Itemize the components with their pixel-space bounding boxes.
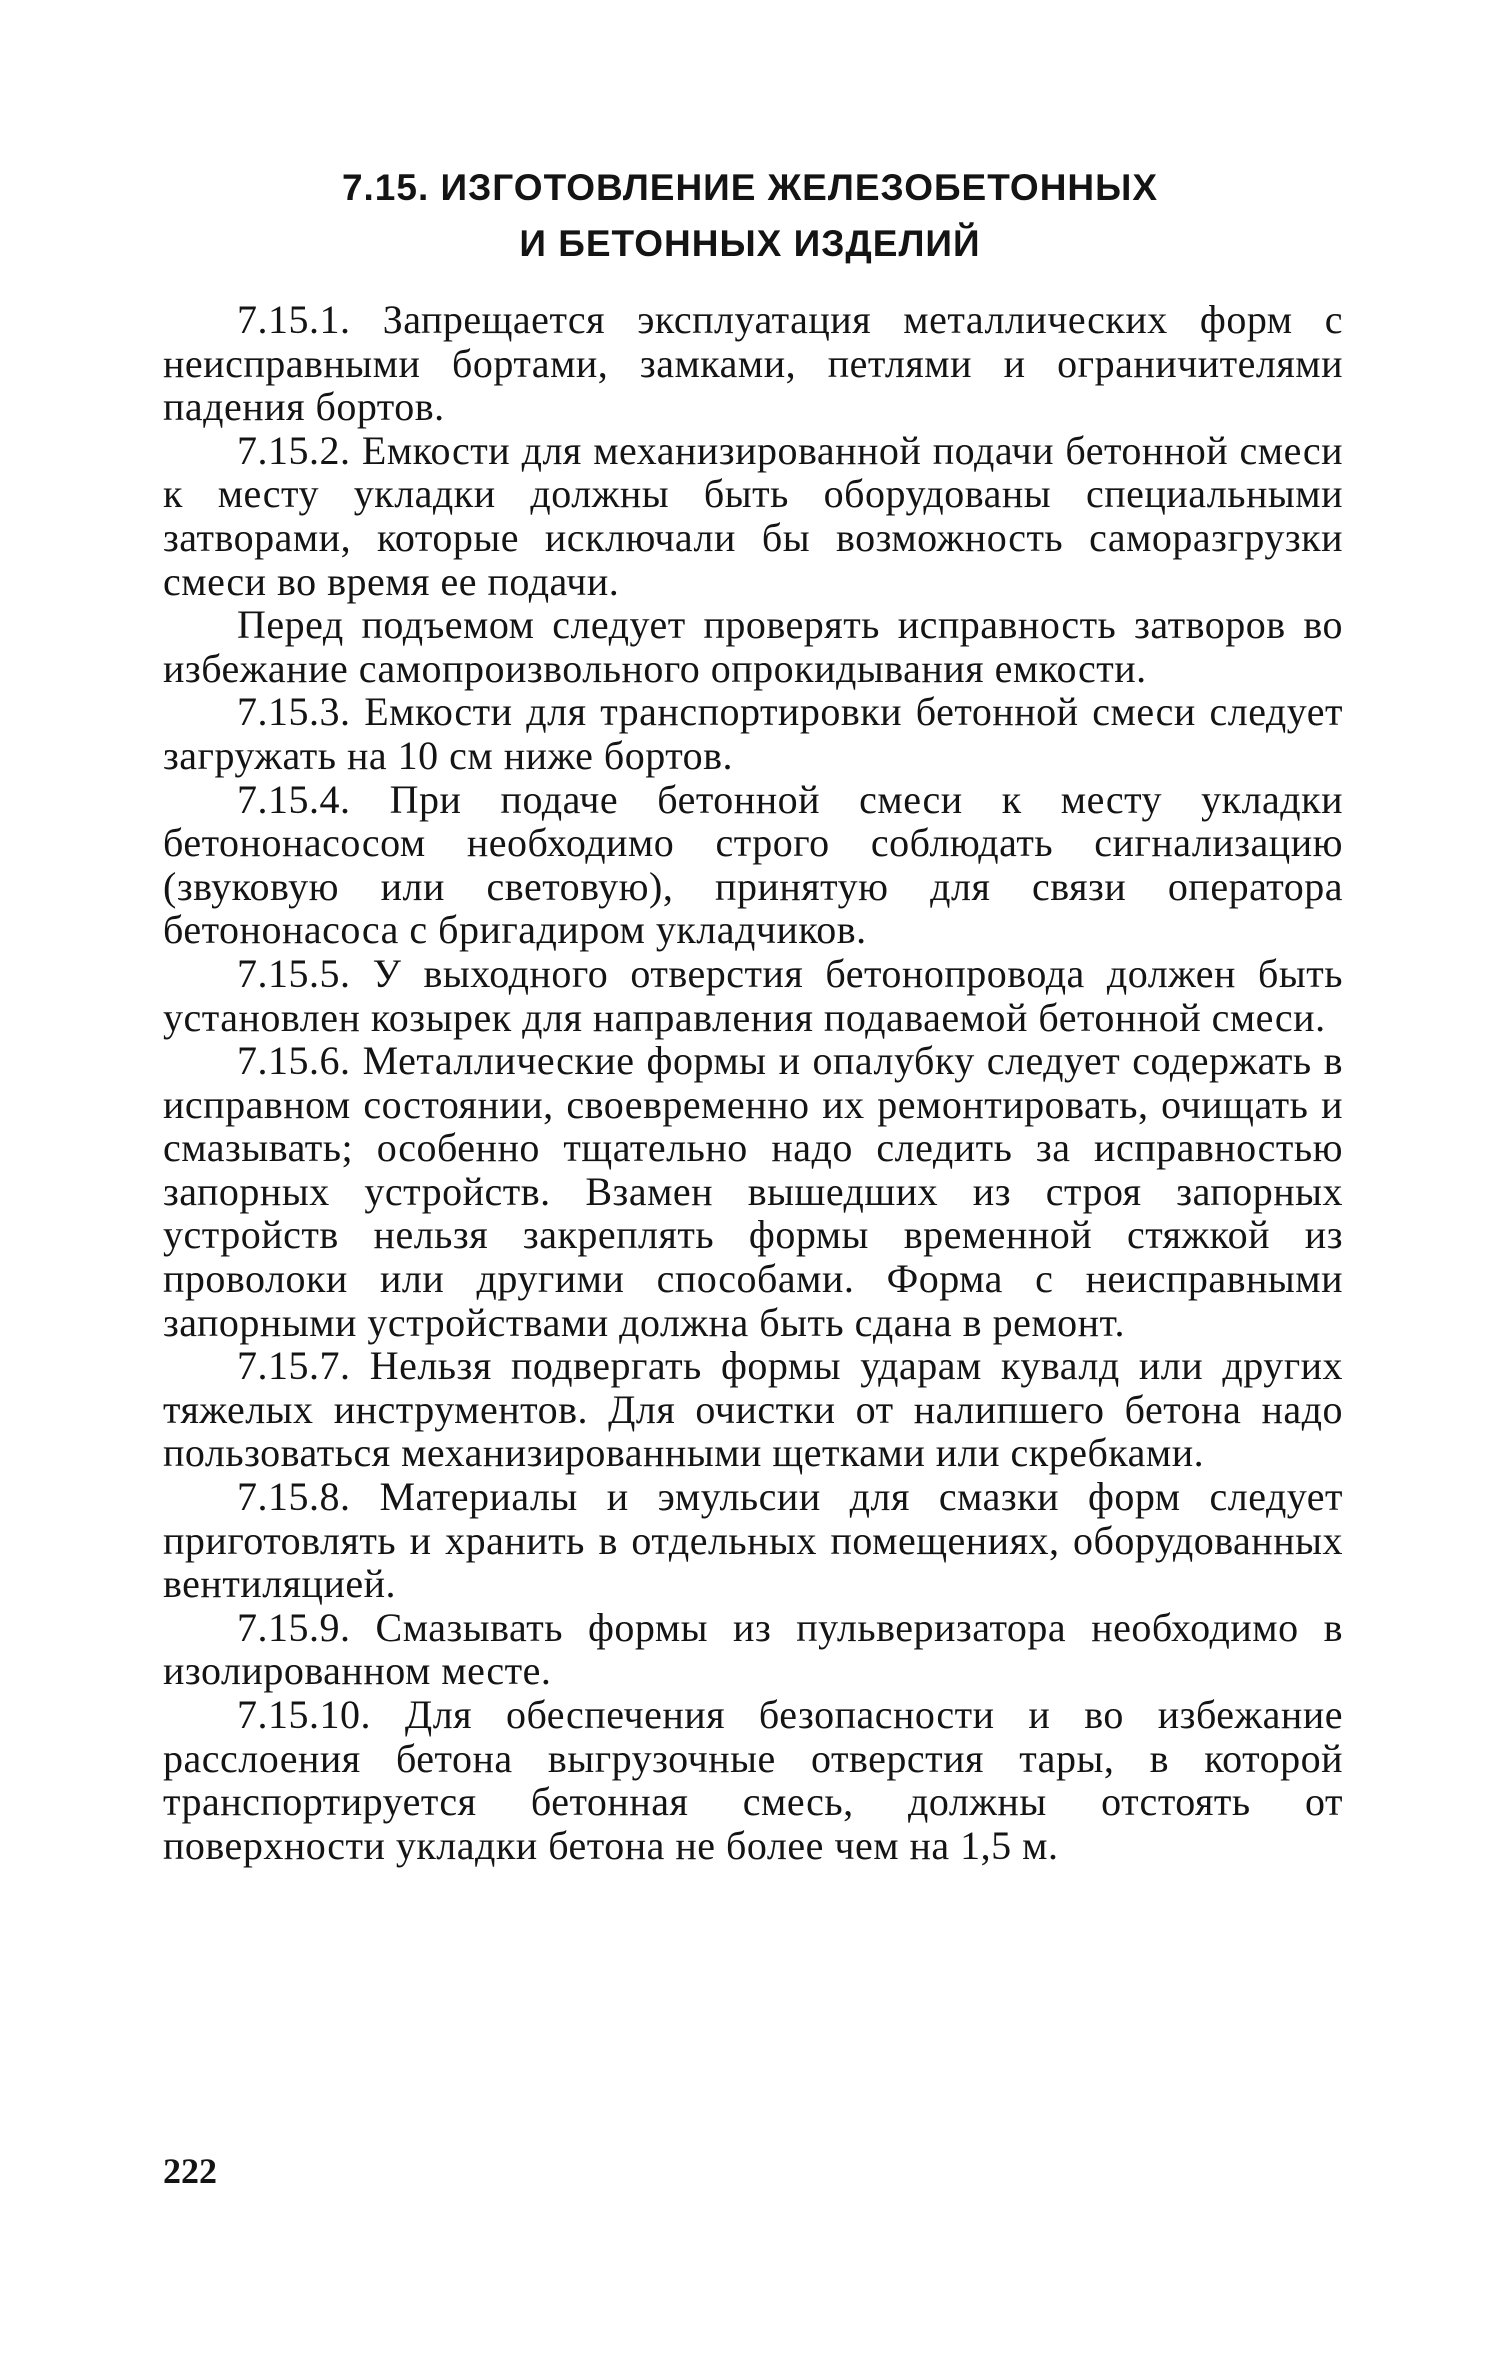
paragraph-7-15-10 (163, 1693, 1343, 1867)
clause-text: Емкости для механизированной подачи бетонной смеси к месту укладки должны быть оборудованы специальными затворами, которые исключали бы возможность саморазгрузки смеси во время ее подачи. (163, 427, 1344, 604)
clause-text: Запрещается эксплуатация металлических форм с неисправными бортами, замками, петлями и ограничителями падения бортов. (163, 297, 1344, 430)
paragraph-7-15-2 (163, 429, 1343, 603)
clause-text: Металлические формы и опалубку следует содержать в исправном состоянии, своевременно их ремонтировать, очищать и смазывать; особенно тщательно надо следить за исправностью запорных устройств. Взамен вышедших из строя запорных устройств нельзя закреплять формы временной стяжкой из проволоки или другими способами. Форма с неисправными запорными устройствами должна быть сдана в ремонт. (163, 1038, 1344, 1345)
clause-text: У выходного отверстия бетонопровода должен быть установлен козырек для направления подаваемой бетонной смеси. (163, 950, 1344, 1040)
body-text (163, 298, 1343, 1867)
paragraph-7-15-1 (163, 298, 1343, 429)
clause-text: Нельзя подвергать формы ударам кувалд или других тяжелых инструментов. Для очистки от налипшего бетона надо пользоваться механизированными щетками или скребками. (163, 1343, 1344, 1476)
paragraph-7-15-8 (163, 1475, 1343, 1606)
clause-number: 7.15.7. (237, 1343, 351, 1389)
clause-text: При подаче бетонной смеси к месту укладки бетононасосом необходимо строго соблюдать сигнализацию (звуковую или световую), принятую для связи оператора бетононасоса с бригадиром укладчиков. (163, 776, 1343, 953)
paragraph-7-15-7 (163, 1344, 1343, 1475)
clause-number: 7.15.4. (237, 776, 351, 822)
clause-number: 7.15.6. (237, 1038, 351, 1084)
clause-number: 7.15.5. (237, 950, 351, 996)
page-number: 222 (163, 2151, 217, 2191)
clause-text: Перед подъемом следует проверять исправность затворов во избежание самопроизвольного опрокидывания емкости. (163, 602, 1343, 691)
clause-number: 7.15.2. (237, 427, 351, 473)
clause-number: 7.15.9. (237, 1604, 351, 1650)
clause-number: 7.15.10. (237, 1692, 371, 1737)
clause-text: Смазывать формы из пульверизатора необходимо в изолированном месте. (163, 1604, 1343, 1694)
section-heading (150, 160, 1350, 272)
paragraph-7-15-3 (163, 690, 1343, 777)
clause-number: 7.15.1. (237, 297, 351, 342)
paragraph-7-15-4 (163, 778, 1343, 952)
paragraph-7-15-2-continued (163, 603, 1343, 690)
clause-number: 7.15.3. (237, 689, 351, 735)
clause-number: 7.15.8. (237, 1474, 351, 1520)
paragraph-7-15-5 (163, 952, 1343, 1039)
paragraph-7-15-6 (163, 1039, 1343, 1344)
clause-text: Материалы и эмульсии для смазки форм следует приготовлять и хранить в отдельных помещениях, оборудованных вентиляцией. (163, 1474, 1343, 1607)
paragraph-7-15-9 (163, 1606, 1343, 1693)
section-title-line-2: И БЕТОННЫХ ИЗДЕЛИЙ (519, 223, 981, 264)
clause-text: Для обеспечения безопасности и во избежание расслоения бетона выгрузочные отверстия тары, в которой транспортируется бетонная смесь, должны отстоять от поверхности укладки бетона не более чем на 1,5 м. (163, 1692, 1343, 1868)
clause-text: Емкости для транспортировки бетонной смеси следует загружать на 10 см ниже бортов. (163, 689, 1343, 778)
section-title-line-1: 7.15. ИЗГОТОВЛЕНИЕ ЖЕЛЕЗОБЕТОННЫХ (341, 167, 1159, 208)
